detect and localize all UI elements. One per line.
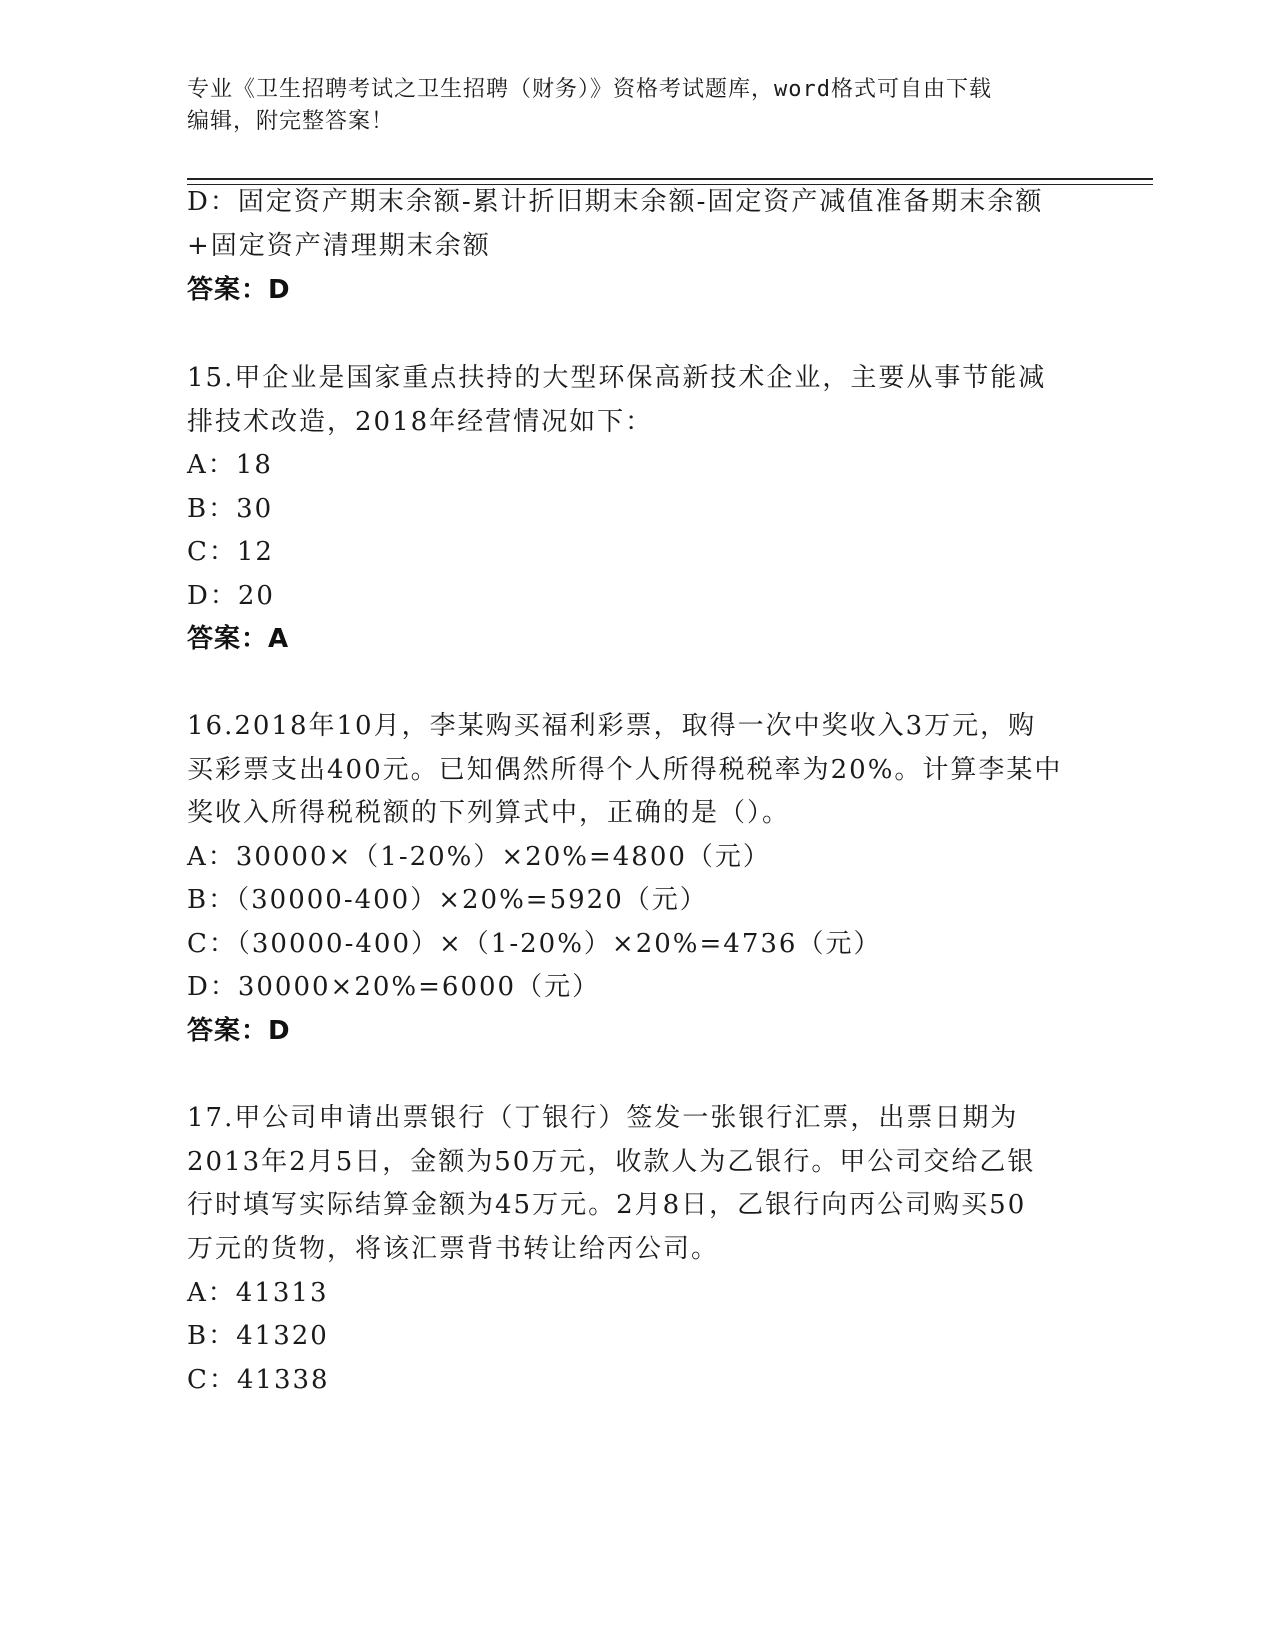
q15-option-a: A：18 — [187, 450, 273, 480]
prev-option-d-line-2: +固定资产清理期末余额 — [187, 231, 491, 261]
document-header — [187, 74, 1067, 138]
q16-stem-line-1: 16.2018年10月，李某购买福利彩票，取得一次中奖收入3万元，购 — [187, 711, 1037, 741]
q17-stem-line-4: 万元的货物，将该汇票背书转让给丙公司。 — [187, 1234, 720, 1264]
prev-option-d-line-1: D：固定资产期末余额-累计折旧期末余额-固定资产减值准备期末余额 — [187, 187, 1044, 217]
q17-option-a: A：41313 — [187, 1278, 329, 1308]
q16-stem-line-2: 买彩票支出400元。已知偶然所得个人所得税税率为20%。计算李某中 — [187, 755, 1063, 785]
q17-stem-line-2: 2013年2月5日，金额为50万元，收款人为乙银行。甲公司交给乙银 — [187, 1147, 1036, 1177]
q15-option-d: D：20 — [187, 581, 275, 611]
q17-option-c: C：41338 — [187, 1365, 330, 1395]
q16-answer: 答案：D — [187, 1016, 291, 1046]
q15-answer: 答案：A — [187, 624, 290, 654]
q15-stem-line-2: 排技术改造，2018年经营情况如下： — [187, 407, 654, 437]
q17-option-b: B：41320 — [187, 1321, 329, 1351]
q17-stem-line-3: 行时填写实际结算金额为45万元。2月8日，乙银行向丙公司购买50 — [187, 1190, 1027, 1220]
q17-stem-line-1: 17.甲公司申请出票银行（丁银行）签发一张银行汇票，出票日期为 — [187, 1103, 1019, 1133]
header-rule-thick — [187, 178, 1153, 180]
q15-option-c: C：12 — [187, 537, 274, 567]
q16-option-c: C：（30000-400）×（1-20%）×20%=4736（元） — [187, 929, 882, 959]
q16-option-a: A：30000×（1-20%）×20%=4800（元） — [187, 842, 771, 872]
q15-option-b: B：30 — [187, 494, 274, 524]
q16-stem-line-3: 奖收入所得税税额的下列算式中，正确的是（）。 — [187, 798, 791, 828]
prev-answer: 答案：D — [187, 275, 291, 305]
header-line-1: 专业《卫生招聘考试之卫生招聘（财务）》资格考试题库，word格式可自由下载 — [187, 77, 992, 102]
header-line-2: 编辑，附完整答案！ — [187, 109, 395, 134]
q16-option-b: B：（30000-400）×20%=5920（元） — [187, 885, 708, 915]
q16-option-d: D：30000×20%=6000（元） — [187, 972, 601, 1002]
header-rule-thin — [187, 184, 1153, 185]
q15-stem-line-1: 15.甲企业是国家重点扶持的大型环保高新技术企业，主要从事节能减 — [187, 363, 1047, 393]
